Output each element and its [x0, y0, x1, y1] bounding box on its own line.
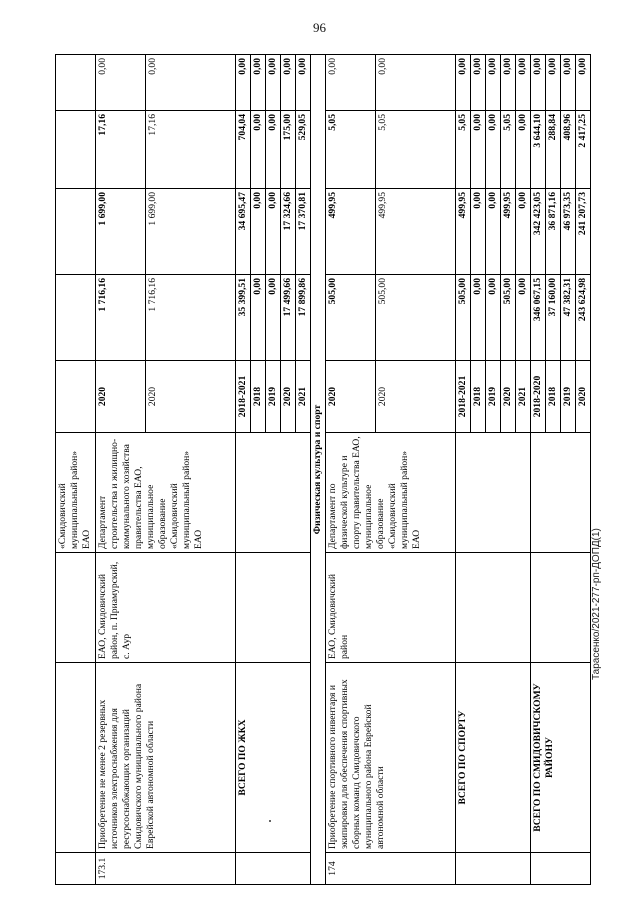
regional-budget-cell: 0,00: [516, 111, 531, 189]
municipal-budget-cell: 0,00: [281, 55, 296, 111]
table-row: [326, 55, 376, 885]
regional-budget-cell: 704,04: [236, 111, 251, 189]
municipal-budget-cell: 0,00: [326, 55, 376, 111]
department-cell: «Смидовичский муниципальный район» ЕАО: [56, 433, 96, 553]
federal-budget-cell: 241 207,73: [576, 189, 591, 275]
subtotal-label: ВСЕГО ПО ЖКХ: [236, 663, 311, 853]
federal-budget-cell: 36 871,16: [546, 189, 561, 275]
year-cell: 2020: [96, 361, 146, 433]
year-cell: 2019: [561, 361, 576, 433]
total-cell: 0,00: [516, 275, 531, 361]
federal-budget-cell: 499,95: [376, 189, 456, 275]
section-header-row: [311, 55, 326, 885]
federal-budget-cell: 499,95: [326, 189, 376, 275]
year-cell: 2020: [376, 361, 456, 433]
regional-budget-cell: 175,00: [281, 111, 296, 189]
year-cell: 2020: [326, 361, 376, 433]
total-cell: 505,00: [376, 275, 456, 361]
regional-budget-cell: 5,05: [501, 111, 516, 189]
federal-budget-cell: 499,95: [501, 189, 516, 275]
regional-budget-cell: 0,00: [266, 111, 281, 189]
regional-budget-cell: 5,05: [326, 111, 376, 189]
rotated-table-wrapper: [55, 55, 588, 885]
total-cell: 0,00: [251, 275, 266, 361]
total-cell: 37 160,00: [546, 275, 561, 361]
federal-budget-cell: 17 370,81: [296, 189, 311, 275]
subtotal-label: ВСЕГО ПО СПОРТУ: [456, 663, 531, 853]
total-cell: 346 067,15: [531, 275, 546, 361]
table-row: [456, 55, 471, 885]
grand-total-label: ВСЕГО ПО СМИДОВИЧСКОМУ РАЙОНУ: [531, 663, 591, 853]
department-cell: Департамент по физической культуре и спорту правительства ЕАО, муниципальное образование «Смидовичский муниципальный район» ЕАО: [326, 433, 456, 553]
regional-budget-cell: 17,16: [146, 111, 236, 189]
regional-budget-cell: 5,05: [456, 111, 471, 189]
year-cell: 2018: [471, 361, 486, 433]
page-number: 96: [313, 20, 326, 35]
year-cell: 2018-2021: [456, 361, 471, 433]
measure-name: Приобретение спортивного инвентаря и экипировки для обеспечения спортивных сборных команд Смидовичского муниципального района Еврейской автономной области: [326, 663, 456, 853]
municipal-budget-cell: 0,00: [146, 55, 236, 111]
regional-budget-cell: 17,16: [96, 111, 146, 189]
regional-budget-cell: 529,05: [296, 111, 311, 189]
regional-budget-cell: 5,05: [376, 111, 456, 189]
municipal-budget-cell: 0,00: [471, 55, 486, 111]
row-number: 174: [326, 853, 456, 885]
regional-budget-cell: 0,00: [486, 111, 501, 189]
municipal-budget-cell: 0,00: [251, 55, 266, 111]
federal-budget-cell: 34 695,47: [236, 189, 251, 275]
total-cell: 17 899,86: [296, 275, 311, 361]
year-cell: 2020: [281, 361, 296, 433]
municipal-budget-cell: 0,00: [561, 55, 576, 111]
table-row: [96, 55, 146, 885]
department-cell: Департамент строительства и жилищно-коммунального хозяйства правительства ЕАО, муниципальное образование «Смидовичский муниципальный район» ЕАО: [96, 433, 236, 553]
municipal-budget-cell: 0,00: [376, 55, 456, 111]
row-number: 173.1: [96, 853, 236, 885]
regional-budget-cell: 2 417,25: [576, 111, 591, 189]
federal-budget-cell: 0,00: [251, 189, 266, 275]
federal-budget-cell: 342 423,05: [531, 189, 546, 275]
year-cell: 2021: [296, 361, 311, 433]
measure-name: Приобретение не менее 2 резервных источников электроснабжения для ресурсоснабжающих организаций Смидовичского муниципального района Еврейской автономной области: [96, 663, 236, 853]
federal-budget-cell: 1 699,00: [146, 189, 236, 275]
year-cell: 2018-2020: [531, 361, 546, 433]
total-cell: 0,00: [486, 275, 501, 361]
total-cell: 0,00: [471, 275, 486, 361]
year-cell: 2018-2021: [236, 361, 251, 433]
table-row: [56, 55, 96, 885]
total-cell: 505,00: [501, 275, 516, 361]
municipal-budget-cell: 0,00: [96, 55, 146, 111]
total-cell: 0,00: [266, 275, 281, 361]
year-cell: 2019: [486, 361, 501, 433]
federal-budget-cell: 0,00: [486, 189, 501, 275]
total-cell: 243 624,98: [576, 275, 591, 361]
municipal-budget-cell: 0,00: [576, 55, 591, 111]
municipal-budget-cell: 0,00: [236, 55, 251, 111]
year-cell: 2020: [146, 361, 236, 433]
year-cell: 2019: [266, 361, 281, 433]
location-cell: ЕАО, Смидовичский район, п. Приамурский, с. Аур: [96, 553, 236, 663]
total-cell: 505,00: [456, 275, 471, 361]
municipal-budget-cell: 0,00: [296, 55, 311, 111]
year-cell: 2020: [501, 361, 516, 433]
total-cell: 1 716,16: [146, 275, 236, 361]
regional-budget-cell: 408,96: [561, 111, 576, 189]
municipal-budget-cell: 0,00: [486, 55, 501, 111]
federal-budget-cell: 1 699,00: [96, 189, 146, 275]
federal-budget-cell: 46 973,35: [561, 189, 576, 275]
municipal-budget-cell: 0,00: [516, 55, 531, 111]
total-cell: 1 716,16: [96, 275, 146, 361]
total-cell: 505,00: [326, 275, 376, 361]
table-row: [236, 55, 251, 885]
year-cell: 2020: [576, 361, 591, 433]
location-cell: ЕАО, Смидовичский район: [326, 553, 456, 663]
regional-budget-cell: 0,00: [471, 111, 486, 189]
budget-table: [55, 54, 591, 885]
regional-budget-cell: 0,00: [251, 111, 266, 189]
section-title: Физическая культура и спорт: [311, 55, 326, 885]
municipal-budget-cell: 0,00: [546, 55, 561, 111]
municipal-budget-cell: 0,00: [531, 55, 546, 111]
total-cell: 35 399,51: [236, 275, 251, 361]
federal-budget-cell: 0,00: [266, 189, 281, 275]
year-cell: 2018: [251, 361, 266, 433]
total-cell: 17 499,66: [281, 275, 296, 361]
year-cell: 2021: [516, 361, 531, 433]
total-cell: 47 382,31: [561, 275, 576, 361]
regional-budget-cell: 3 644,10: [531, 111, 546, 189]
year-cell: 2018: [546, 361, 561, 433]
federal-budget-cell: 0,00: [516, 189, 531, 275]
municipal-budget-cell: 0,00: [266, 55, 281, 111]
municipal-budget-cell: 0,00: [456, 55, 471, 111]
table-row: [531, 55, 546, 885]
federal-budget-cell: 0,00: [471, 189, 486, 275]
federal-budget-cell: 499,95: [456, 189, 471, 275]
federal-budget-cell: 17 324,66: [281, 189, 296, 275]
footer-document-code: Тарасенко/2021-277-рп-ДОПД(1): [591, 528, 602, 680]
municipal-budget-cell: 0,00: [501, 55, 516, 111]
regional-budget-cell: 288,84: [546, 111, 561, 189]
